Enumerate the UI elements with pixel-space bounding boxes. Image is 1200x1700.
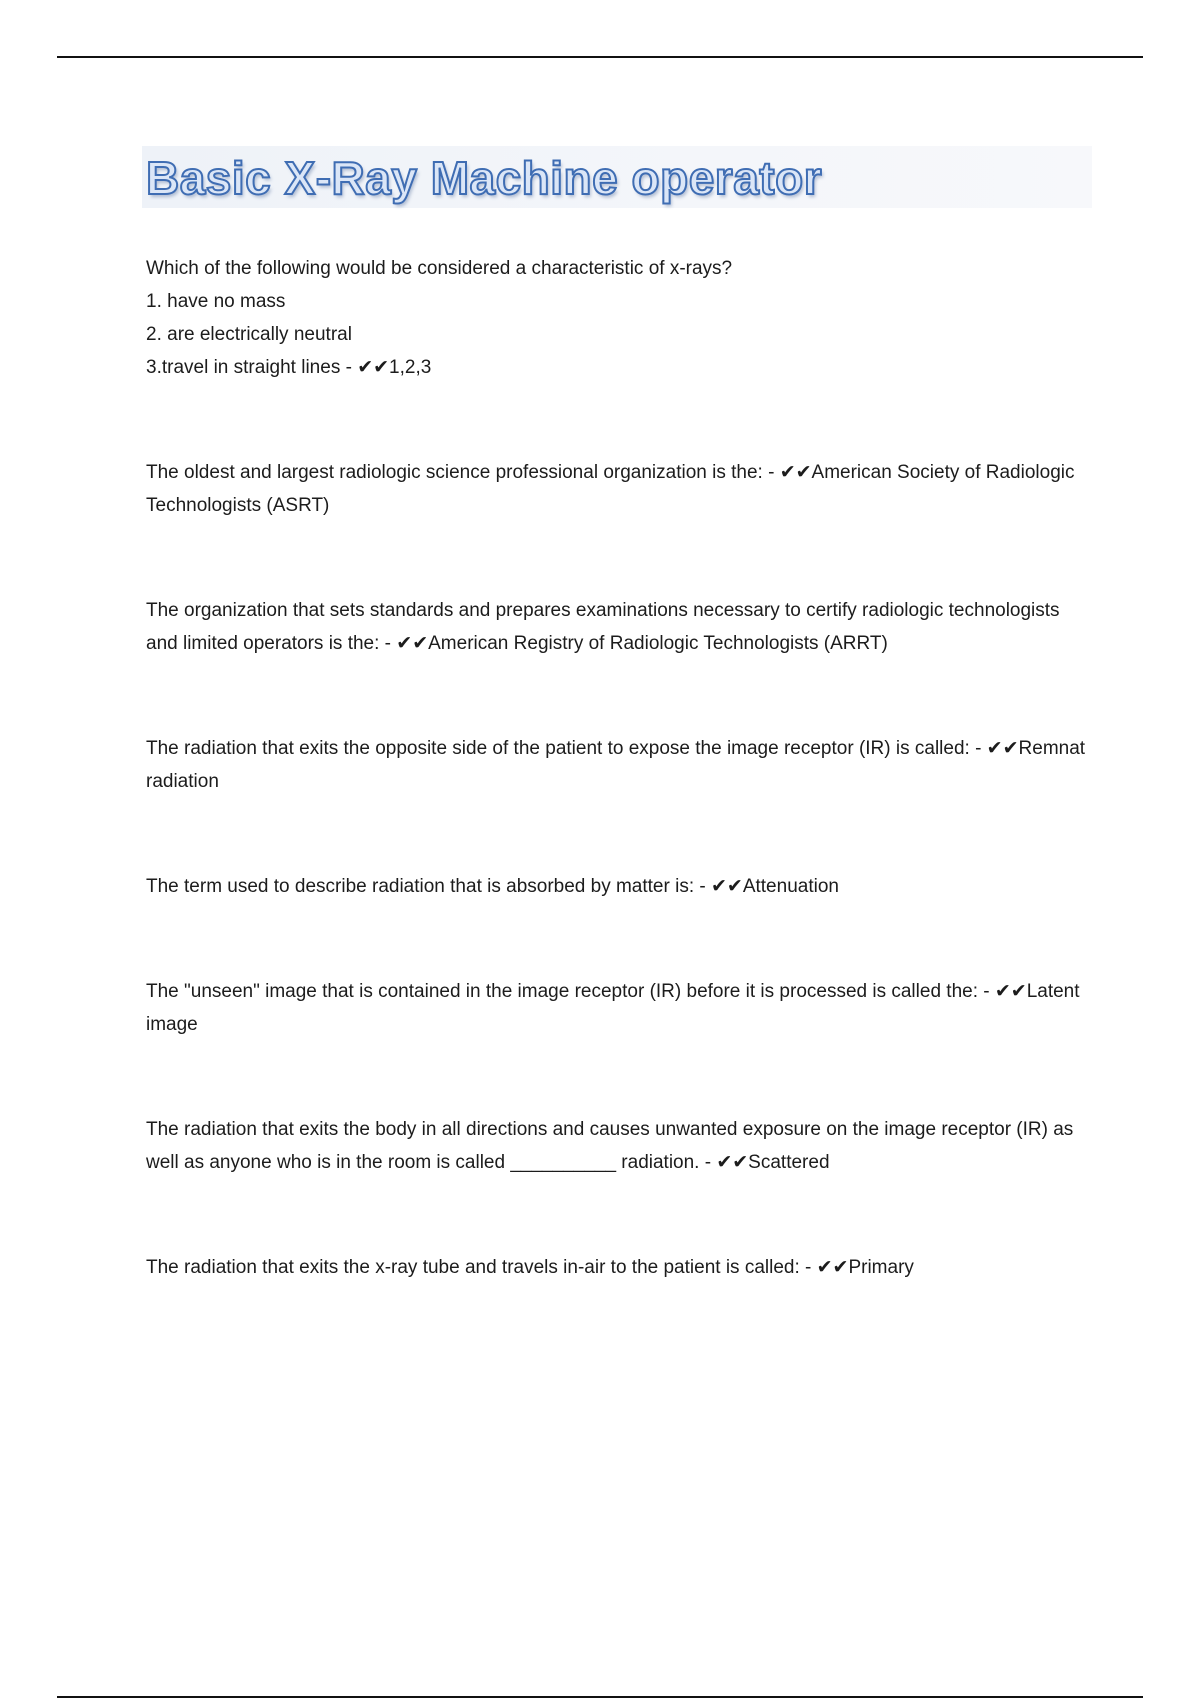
question-6-text: The "unseen" image that is contained in the image receptor (IR) before it is processed is called the: - ✔✔Latent image [146, 981, 1080, 1035]
question-7-text: The radiation that exits the body in all directions and causes unwanted exposure on the image receptor (IR) as well as anyone who is in the room is called __________ radiation. - ✔✔Scattered [146, 1119, 1074, 1173]
question-2-text: The oldest and largest radiologic science professional organization is the: - ✔✔American Society of Radiologic Technologists (ASRT) [146, 462, 1075, 516]
question-4 [146, 732, 1086, 798]
question-3 [146, 594, 1086, 660]
question-1 [146, 252, 1086, 384]
question-1-prompt: Which of the following would be considered a characteristic of x-rays? [146, 258, 733, 279]
question-5-text: The term used to describe radiation that is absorbed by matter is: - ✔✔Attenuation [146, 876, 839, 897]
question-6 [146, 975, 1086, 1041]
footer-rule [57, 1696, 1143, 1698]
question-2 [146, 456, 1086, 522]
question-7 [146, 1113, 1086, 1179]
question-1-option-2: 2. are electrically neutral [146, 324, 352, 345]
question-8-text: The radiation that exits the x-ray tube and travels in-air to the patient is called: - ✔✔Primary [146, 1257, 914, 1278]
question-1-option-3-answer: 3.travel in straight lines - ✔✔1,2,3 [146, 357, 432, 378]
header-rule [57, 56, 1143, 58]
document-body [146, 252, 1086, 1284]
question-1-option-1: 1. have no mass [146, 291, 286, 312]
question-8 [146, 1251, 1086, 1284]
question-3-text: The organization that sets standards and prepares examinations necessary to certify radiologic technologists and limited operators is the: - ✔✔American Registry of Radiologic Technologists (ARRT) [146, 600, 1060, 654]
document-title: Basic X-Ray Machine operator [146, 152, 823, 204]
question-4-text: The radiation that exits the opposite side of the patient to expose the image receptor (IR) is called: - ✔✔Remnat radiation [146, 738, 1086, 792]
question-5 [146, 870, 1086, 903]
